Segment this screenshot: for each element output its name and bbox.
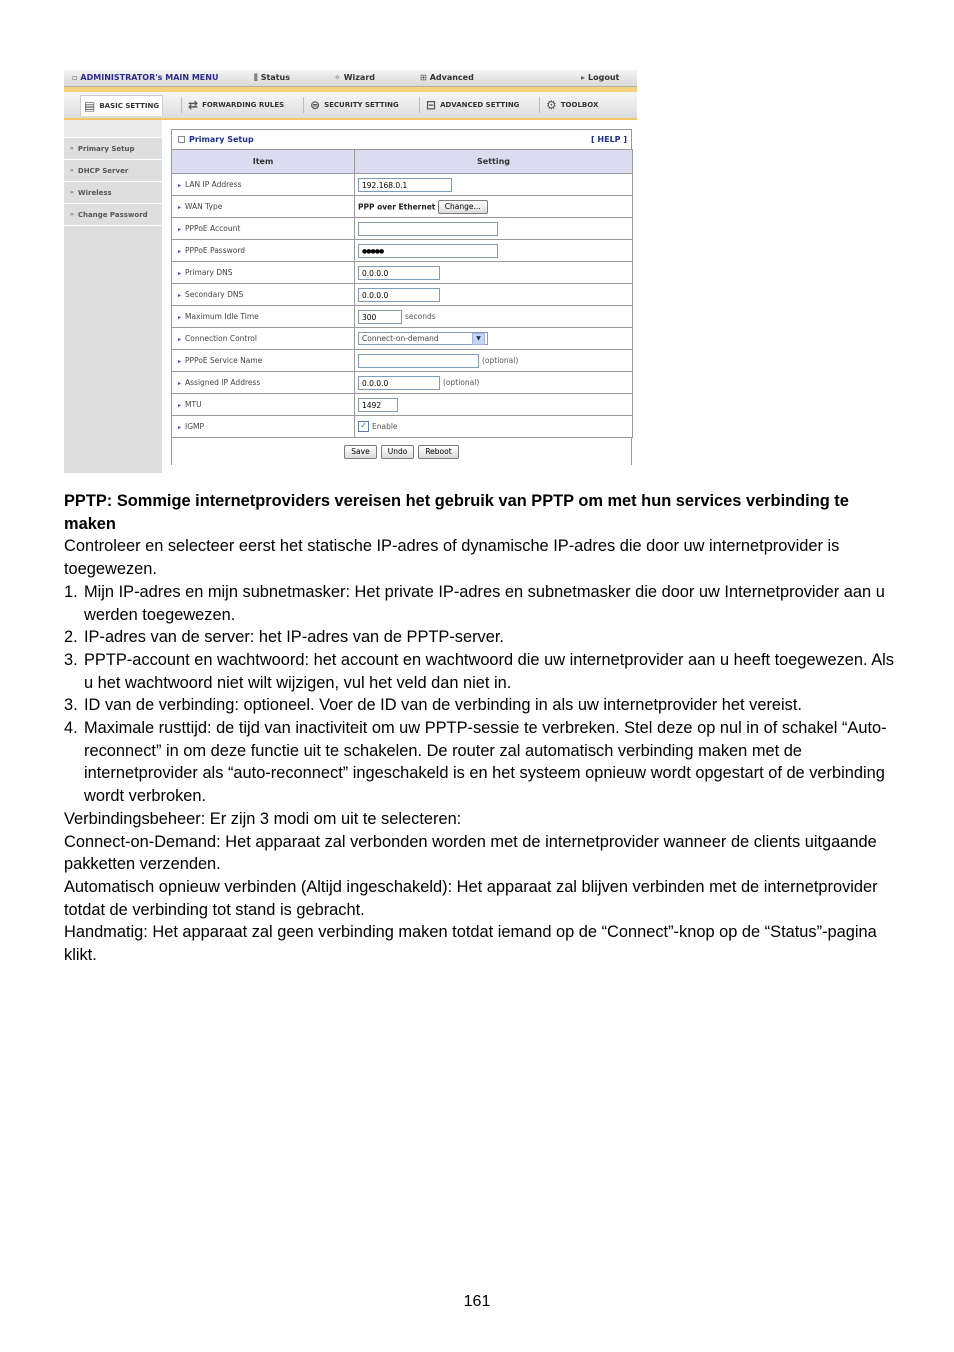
arrow-right-icon: ▸ [178, 226, 182, 233]
list-text: PPTP-account en wachtwoord: het account en wachtwoord die uw internetprovider aan u heeft toegewezen. Als u het wachtwoord niet wilt wijzigen, vul het veld dan niet in. [84, 650, 894, 692]
bullet-icon: » [70, 145, 74, 152]
optional-note: (optional) [482, 356, 519, 365]
idle-time-unit: seconds [405, 312, 436, 321]
tab-divider [181, 97, 182, 113]
top-menu-bar [64, 70, 637, 87]
arrow-right-icon: ▸ [178, 292, 182, 299]
row-setting [355, 262, 633, 284]
reboot-button[interactable]: Reboot [418, 445, 458, 459]
advanced-icon: ⊞ [420, 73, 427, 82]
advanced-setting-icon: ⊟ [426, 98, 437, 112]
pppoe-account-input[interactable] [358, 222, 498, 236]
arrow-right-icon: ▸ [178, 380, 182, 387]
toolbox-icon: ⚙ [546, 98, 557, 112]
advanced-link[interactable]: ⊞ Advanced [420, 73, 474, 82]
list-number: 4. [64, 719, 78, 738]
tab-divider [419, 97, 420, 113]
row-setting [355, 372, 633, 394]
router-screenshot [64, 70, 637, 473]
arrow-right-icon: ▸ [178, 358, 182, 365]
table-row [172, 328, 633, 350]
settings-table [171, 149, 633, 438]
assigned-ip-input[interactable]: 0.0.0.0 [358, 376, 440, 390]
sidebar-item-dhcp-server[interactable]: » DHCP Server [64, 160, 162, 182]
sidebar [64, 120, 162, 473]
arrow-right-icon: ▸ [178, 336, 182, 343]
row-label: ▸ PPPoE Password [172, 240, 355, 262]
table-row [172, 262, 633, 284]
row-setting [355, 174, 633, 196]
admin-main-menu: ▫ ADMINISTRATOR's MAIN MENU [72, 73, 219, 82]
row-setting [355, 306, 633, 328]
row-label: ▸ PPPoE Service Name [172, 350, 355, 372]
table-row [172, 174, 633, 196]
row-setting [355, 328, 633, 350]
wizard-icon: ✧ [334, 73, 341, 82]
logout-link[interactable]: ▸ Logout [581, 73, 620, 82]
sidebar-item-primary-setup[interactable]: » Primary Setup [64, 138, 162, 160]
arrow-right-icon: ▸ [178, 270, 182, 277]
paragraph: Handmatig: Het apparaat zal geen verbinding maken totdat iemand op de “Connect”-knop op de “Status”-pagina klikt. [64, 923, 877, 965]
table-row [172, 240, 633, 262]
secondary-dns-input[interactable]: 0.0.0.0 [358, 288, 440, 302]
arrow-right-icon: ▸ [178, 248, 182, 255]
row-label: ▸ MTU [172, 394, 355, 416]
column-header-item: Item [172, 150, 355, 174]
wan-type-value: PPP over Ethernet [358, 202, 436, 211]
security-icon: ⊜ [310, 98, 321, 112]
document-body [64, 490, 894, 967]
arrow-right-icon: ▸ [178, 182, 182, 189]
bullet-icon: » [70, 167, 74, 174]
list-item [64, 626, 894, 649]
list-item [64, 649, 894, 694]
row-label: ▸ WAN Type [172, 196, 355, 218]
forwarding-icon: ⇄ [188, 98, 199, 112]
list-text: ID van de verbinding: optioneel. Voer de ID van de verbinding in als uw internetprovider het vereist. [84, 696, 802, 715]
arrow-right-icon: ▸ [178, 402, 182, 409]
sidebar-header [64, 120, 162, 138]
table-row [172, 284, 633, 306]
intro-paragraph: Controleer en selecteer eerst het statische IP-adres of dynamische IP-adres die door uw internetprovider is toegewezen. [64, 537, 840, 579]
panel-box-icon [178, 136, 185, 143]
menu-box-icon: ▫ [72, 73, 78, 82]
connection-control-select[interactable]: Connect-on-demand ▼ [358, 332, 488, 345]
bullet-icon: » [70, 189, 74, 196]
change-wan-button[interactable]: Change... [438, 200, 488, 214]
service-name-input[interactable] [358, 354, 479, 368]
tab-advanced-setting[interactable]: ⊟ ADVANCED SETTING [426, 98, 520, 112]
arrow-right-icon: ▸ [178, 314, 182, 321]
list-item [64, 694, 894, 717]
table-row [172, 350, 633, 372]
row-setting [355, 394, 633, 416]
action-buttons [171, 438, 632, 465]
help-link[interactable]: [ HELP ] [590, 135, 627, 144]
igmp-enable-checkbox[interactable]: ✓ [358, 421, 369, 432]
row-setting [355, 284, 633, 306]
undo-button[interactable]: Undo [381, 445, 415, 459]
row-setting [355, 218, 633, 240]
sidebar-item-wireless[interactable]: » Wireless [64, 182, 162, 204]
section-heading: PPTP: Sommige internetproviders vereisen het gebruik van PPTP om met hun services verbinding te maken [64, 492, 849, 533]
lan-ip-input[interactable]: 192.168.0.1 [358, 178, 452, 192]
numbered-list [64, 581, 894, 808]
list-number: 2. [64, 628, 78, 647]
list-text: Mijn IP-adres en mijn subnetmasker: Het private IP-adres en subnetmasker die door uw Internetprovider aan u werden toegewezen. [84, 582, 885, 624]
paragraph: Automatisch opnieuw verbinden (Altijd ingeschakeld): Het apparaat zal blijven verbinden met de internetprovider totdat de verbinding tot stand is gebracht. [64, 877, 878, 919]
list-number: 1. [64, 582, 78, 601]
table-header-row [172, 150, 633, 174]
idle-time-input[interactable]: 300 [358, 310, 402, 324]
row-label: ▸ Connection Control [172, 328, 355, 350]
tab-toolbox[interactable]: ⚙ TOOLBOX [546, 98, 599, 112]
column-header-setting: Setting [355, 150, 633, 174]
arrow-right-icon: ▸ [178, 204, 182, 211]
row-setting [355, 350, 633, 372]
list-number: 3. [64, 696, 78, 715]
status-link[interactable]: ⫼ Status [254, 73, 290, 82]
table-row [172, 218, 633, 240]
pppoe-password-input[interactable]: ●●●●● [358, 244, 498, 258]
list-text: Maximale rusttijd: de tijd van inactiviteit om uw PPTP-sessie te verbreken. Stel deze op nul in of schakel “Auto-reconnect” in om deze functie uit te schakelen. De router zal automatisch verbinding maken met de internetprovider als “auto-reconnect” ingeschakeld is en het systeem opnieuw wordt opgestart of de verbinding wordt verbroken. [84, 719, 887, 806]
tab-security-setting[interactable]: ⊜ SECURITY SETTING [310, 98, 399, 112]
list-item [64, 717, 894, 808]
tab-basic-setting[interactable]: ▤ BASIC SETTING [80, 95, 163, 116]
sidebar-item-change-password[interactable]: » Change Password [64, 204, 162, 226]
igmp-enable-label: Enable [372, 422, 398, 431]
table-row [172, 394, 633, 416]
row-label: ▸ Primary DNS [172, 262, 355, 284]
list-item [64, 581, 894, 626]
paragraph: Verbindingsbeheer: Er zijn 3 modi om uit te selecteren: [64, 809, 462, 828]
panel-title: Primary Setup [178, 135, 254, 144]
panel-header [171, 129, 632, 149]
optional-note: (optional) [443, 378, 480, 387]
status-icon: ⫼ [254, 73, 258, 82]
row-label: ▸ PPPoE Account [172, 218, 355, 240]
row-label: ▸ Maximum Idle Time [172, 306, 355, 328]
folder-icon: ▤ [84, 99, 96, 113]
page-number: 161 [463, 1293, 491, 1310]
table-row [172, 416, 633, 438]
row-label: ▸ IGMP [172, 416, 355, 438]
tab-forwarding-rules[interactable]: ⇄ FORWARDING RULES [188, 98, 285, 112]
list-number: 3. [64, 650, 78, 669]
wizard-link[interactable]: ✧ Wizard [334, 73, 375, 82]
row-setting [355, 240, 633, 262]
row-label: ▸ Secondary DNS [172, 284, 355, 306]
table-row [172, 306, 633, 328]
row-label: ▸ LAN IP Address [172, 174, 355, 196]
arrow-right-icon: ▸ [581, 73, 586, 82]
row-setting [355, 416, 633, 438]
save-button[interactable]: Save [344, 445, 376, 459]
tab-divider [303, 97, 304, 113]
list-text: IP-adres van de server: het IP-adres van de PPTP-server. [84, 628, 504, 647]
arrow-right-icon: ▸ [178, 424, 182, 431]
paragraph: Connect-on-Demand: Het apparaat zal verbonden worden met de internetprovider wanneer de clients uitgaande pakketten verzenden. [64, 832, 877, 874]
tab-bar [64, 92, 637, 120]
row-setting [355, 196, 633, 218]
primary-setup-panel [171, 129, 632, 465]
chevron-down-icon: ▼ [472, 333, 485, 345]
tab-divider [539, 97, 540, 113]
row-label: ▸ Assigned IP Address [172, 372, 355, 394]
primary-dns-input[interactable]: 0.0.0.0 [358, 266, 440, 280]
bullet-icon: » [70, 211, 74, 218]
mtu-input[interactable]: 1492 [358, 398, 398, 412]
table-row [172, 372, 633, 394]
table-row [172, 196, 633, 218]
